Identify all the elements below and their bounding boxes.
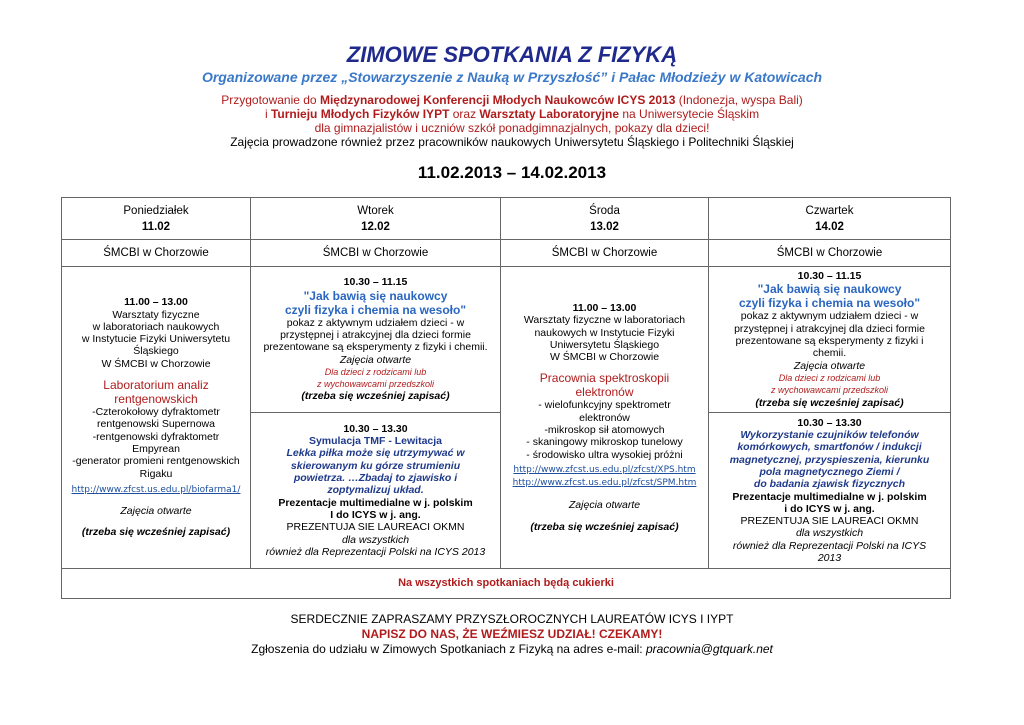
location-cell: ŚMCBI w Chorzowie: [251, 240, 501, 267]
location-row: [62, 240, 951, 267]
intro-line-2: [0, 107, 1024, 121]
page-subtitle: Organizowane przez „Stowarzyszenie z Nauką w Przyszłość” i Pałac Młodzieży w Katowicach: [201, 69, 823, 85]
lab-link[interactable]: http://www.zfcst.us.edu.pl/zfcst/SPM.htm: [512, 478, 697, 489]
session-text: pokaz z aktywnym udziałem dzieci - w: [286, 316, 465, 329]
tuesday-session-1: [251, 267, 501, 413]
footer-contact: [0, 642, 1024, 657]
intro-line-3: dla gimnazjalistów i uczniów szkół ponadgimnazjalnych, pokazy dla dzieci!: [314, 121, 710, 135]
location-cell: ŚMCBI w Chorzowie: [501, 240, 709, 267]
session-time: 11.00 – 13.00: [572, 301, 637, 314]
equipment-item: Empyrean: [132, 442, 180, 455]
contact-text: Zgłoszenia do udziału w Zimowych Spotkaniach z Fizyką na adres e-mail:: [251, 642, 646, 656]
day-date: 12.02: [361, 220, 390, 233]
day-header-tuesday: [251, 198, 501, 240]
lab-title: Pracownia spektroskopii: [539, 371, 670, 386]
session-text: przystępnej i atrakcyjnej dla dzieci formie: [734, 322, 925, 335]
equipment-item: elektronów: [579, 411, 630, 424]
show-title: czyli fizyka i chemia na wesoło": [284, 302, 467, 317]
simulation-text: komórkowych, smartfonów / indukcji: [737, 441, 922, 454]
session-row-1: [62, 267, 951, 413]
session-time: 11.00 – 13.00: [124, 296, 188, 309]
simulation-text: do badania zjawisk fizycznych: [753, 478, 906, 491]
registration-note: (trzeba się wcześniej zapisać): [81, 526, 231, 539]
presentation-text: Prezentacje multimedialne w j. polskim: [278, 496, 473, 509]
intro-text: oraz: [449, 107, 480, 121]
intro-block: [0, 93, 1024, 149]
footer-callout: NAPISZ DO NAS, ŻE WEŹMIESZ UDZIAŁ! CZEKAMY!: [361, 627, 663, 641]
day-header-wednesday: [501, 198, 709, 240]
session-text: w Instytucie Fizyki Uniwersytetu: [81, 333, 231, 346]
open-session-note: Zajęcia otwarte: [339, 353, 412, 366]
equipment-item: rentgenowski Supernowa: [97, 418, 215, 431]
audience-note: Dla dzieci z rodzicami lub: [778, 372, 881, 383]
audience-note: z wychowawcami przedszkoli: [770, 385, 889, 396]
equipment-item: -generator promieni rentgenowskich: [72, 455, 240, 468]
day-date: 14.02: [815, 220, 844, 233]
registration-note: (trzeba się wcześniej zapisać): [301, 390, 450, 403]
registration-note: (trzeba się wcześniej zapisać): [530, 520, 679, 533]
session-text: W ŚMCBI w Chorzowie: [549, 351, 660, 364]
tuesday-session-2: [251, 413, 501, 569]
day-header-monday: [62, 198, 251, 240]
audience-note: z wychowawcami przedszkoli: [316, 379, 435, 390]
day-date: 11.02: [141, 220, 171, 233]
simulation-text: magnetycznej, przyspieszenia, kierunku: [729, 453, 930, 466]
simulation-text: powietrza. …Zbadaj to zjawisko i: [293, 472, 458, 485]
show-title: "Jak bawią się naukowcy: [303, 288, 448, 303]
session-text: prezentowane są eksperymenty z fizyki i: [735, 335, 924, 348]
session-text: Warsztaty fizyczne w laboratoriach: [523, 314, 686, 327]
show-title: "Jak bawią się naukowcy: [757, 282, 902, 297]
event-dates: 11.02.2013 – 14.02.2013: [417, 163, 607, 182]
equipment-item: -Czterokołowy dyfraktometr: [92, 406, 220, 419]
equipment-item: -rentgenowski dyfraktometr: [92, 430, 220, 443]
footer-invite: SERDECZNIE ZAPRASZAMY PRZYSZŁOROCZNYCH LAUREATÓW ICYS I IYPT: [290, 612, 734, 626]
candy-row: [62, 569, 951, 599]
session-text: przystępnej i atrakcyjnej dla dzieci formie: [280, 328, 471, 341]
simulation-text: skierowanym ku górze strumieniu: [290, 459, 461, 472]
contact-email[interactable]: pracownia@gtquark.net: [645, 642, 773, 656]
registration-note: (trzeba się wcześniej zapisać): [755, 396, 904, 409]
candy-note: Na wszystkich spotkaniach będą cukierki: [62, 569, 951, 599]
simulation-title: Symulacja TMF - Lewitacja: [308, 435, 443, 448]
day-name: Poniedziałek: [123, 204, 189, 217]
session-text: Warsztaty fizyczne: [112, 308, 200, 321]
equipment-item: Rigaku: [139, 467, 173, 480]
presentation-text: Prezentacje multimedialne w j. polskim: [732, 490, 927, 503]
intro-text: i: [264, 107, 271, 121]
session-text: naukowych w Instytucie Fizyki: [534, 326, 675, 339]
intro-line-1: [0, 93, 1024, 107]
session-text: prezentowane są eksperymenty z fizyki i chemii.: [263, 341, 488, 354]
presentation-text: 2013: [817, 551, 842, 564]
intro-text: (Indonezja, wyspa Bali): [675, 93, 803, 107]
equipment-item: - wielofunkcyjny spektrometr: [538, 399, 671, 412]
workshop-name: Warsztaty Laboratoryjne: [479, 107, 620, 121]
presentation-text: i do ICYS w j. ang.: [784, 502, 875, 515]
intro-text: na Uniwersytecie Śląskim: [619, 107, 760, 121]
session-text: pokaz z aktywnym udziałem dzieci - w: [740, 310, 919, 323]
location-cell: ŚMCBI w Chorzowie: [62, 240, 251, 267]
location-cell: ŚMCBI w Chorzowie: [709, 240, 951, 267]
intro-text: Przygotowanie do: [221, 93, 320, 107]
thursday-session-1: [709, 267, 951, 413]
equipment-item: - skaningowy mikroskop tunelowy: [526, 436, 683, 449]
wednesday-session: [501, 267, 709, 569]
intro-line-4: Zajęcia prowadzone również przez pracowników naukowych Uniwersytetu Śląskiego i Politechniki Śląskiej: [230, 135, 794, 149]
day-header-row: [62, 198, 951, 240]
session-text: W ŚMCBI w Chorzowie: [101, 357, 211, 370]
lab-link[interactable]: http://www.zfcst.us.edu.pl/biofarma1/: [71, 484, 241, 495]
open-session-note: Zajęcia otwarte: [568, 499, 641, 512]
lab-title: rentgenowskich: [114, 392, 198, 407]
footer: [0, 612, 1024, 657]
thursday-session-2: [709, 413, 951, 569]
day-name: Środa: [589, 204, 620, 217]
lab-link[interactable]: http://www.zfcst.us.edu.pl/zfcst/XPS.htm: [513, 464, 696, 475]
simulation-text: Lekka piłka może się utrzymywać w: [286, 447, 465, 460]
session-text: Śląskiego: [133, 345, 179, 358]
equipment-item: -mikroskop sił atomowych: [544, 424, 665, 436]
monday-session: [62, 267, 251, 569]
presentation-text: dla wszystkich: [341, 533, 410, 546]
equipment-item: - środowisko ultra wysokiej próżni: [526, 448, 683, 461]
presentation-text: PREZENTUJA SIE LAUREACI OKMN: [286, 521, 465, 534]
page-title: ZIMOWE SPOTKANIA Z FIZYKĄ: [346, 42, 678, 67]
session-text: Uniwersytetu Śląskiego: [549, 338, 660, 351]
presentation-text: również dla Reprezentacji Polski na ICYS 2013: [265, 545, 486, 558]
schedule-table: [61, 197, 951, 599]
presentation-text: I do ICYS w j. ang.: [330, 508, 421, 521]
lab-title: Laboratorium analiz: [103, 378, 209, 393]
session-text: w laboratoriach naukowych: [92, 320, 220, 333]
simulation-text: pola magnetycznego Ziemi /: [759, 465, 900, 478]
presentation-text: również dla Reprezentacji Polski na ICYS: [732, 539, 927, 552]
open-session-note: Zajęcia otwarte: [120, 505, 192, 518]
session-time: 10.30 – 13.30: [797, 416, 862, 429]
session-time: 10.30 – 11.15: [797, 270, 862, 283]
show-title: czyli fizyka i chemia na wesoło": [738, 296, 921, 311]
open-session-note: Zajęcia otwarte: [793, 359, 866, 372]
audience-note: Dla dzieci z rodzicami lub: [324, 366, 427, 377]
day-date: 13.02: [590, 220, 619, 233]
tournament-name: Turnieju Młodych Fizyków IYPT: [270, 107, 450, 121]
presentation-text: PREZENTUJA SIE LAUREACI OKMN: [740, 515, 919, 528]
session-time: 10.30 – 13.30: [343, 422, 408, 435]
session-text: chemii.: [812, 347, 847, 360]
day-name: Czwartek: [805, 204, 854, 217]
conference-name: Międzynarodowej Konferencji Młodych Naukowców ICYS 2013: [319, 93, 676, 107]
day-header-thursday: [709, 198, 951, 240]
presentation-text: dla wszystkich: [795, 527, 864, 540]
lab-title: elektronów: [575, 385, 634, 400]
simulation-text: zoptymalizuj układ.: [327, 484, 424, 497]
session-time: 10.30 – 11.15: [343, 276, 408, 289]
simulation-text: Wykorzystanie czujników telefonów: [740, 429, 919, 442]
day-name: Wtorek: [357, 204, 394, 217]
